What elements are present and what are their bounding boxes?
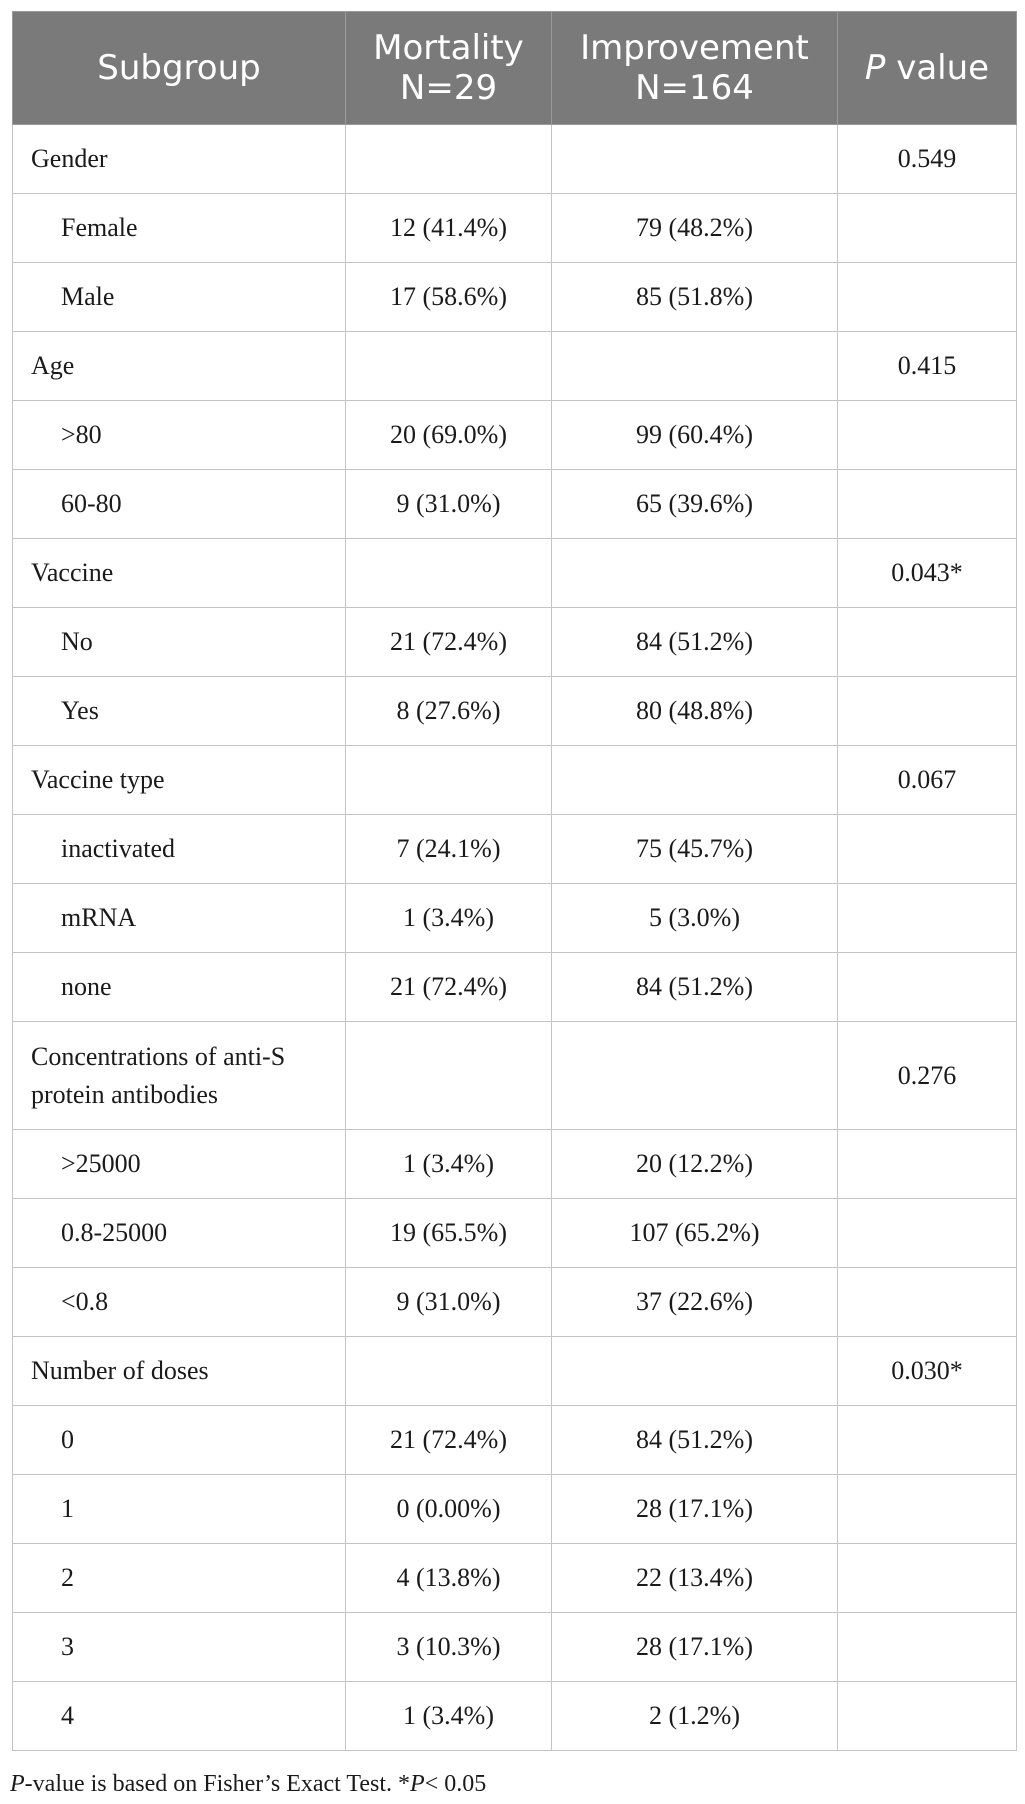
improvement-cell bbox=[552, 332, 838, 401]
subgroup-label: Yes bbox=[13, 677, 346, 746]
mortality-cell: 9 (31.0%) bbox=[346, 1268, 552, 1337]
improvement-cell: 2 (1.2%) bbox=[552, 1682, 838, 1751]
subgroup-label: mRNA bbox=[13, 884, 346, 953]
table-row bbox=[13, 1268, 1017, 1337]
table-row bbox=[13, 1130, 1017, 1199]
subgroup-label: 0 bbox=[13, 1406, 346, 1475]
p-value-cell: 0.415 bbox=[838, 332, 1017, 401]
table-row bbox=[13, 815, 1017, 884]
improvement-cell bbox=[552, 1337, 838, 1406]
improvement-cell: 84 (51.2%) bbox=[552, 953, 838, 1022]
improvement-cell: 5 (3.0%) bbox=[552, 884, 838, 953]
subgroup-label: 0.8-25000 bbox=[13, 1199, 346, 1268]
p-value-cell: 0.276 bbox=[838, 1022, 1017, 1130]
header-mortality-label: Mortality bbox=[373, 28, 524, 68]
group-label: Gender bbox=[13, 125, 346, 194]
improvement-cell: 84 (51.2%) bbox=[552, 1406, 838, 1475]
subgroup-label: >25000 bbox=[13, 1130, 346, 1199]
subgroup-label: none bbox=[13, 953, 346, 1022]
improvement-cell: 20 (12.2%) bbox=[552, 1130, 838, 1199]
table-row bbox=[13, 746, 1017, 815]
mortality-cell: 19 (65.5%) bbox=[346, 1199, 552, 1268]
p-value-cell: 0.549 bbox=[838, 125, 1017, 194]
group-label: Number of doses bbox=[13, 1337, 346, 1406]
improvement-cell: 79 (48.2%) bbox=[552, 194, 838, 263]
table-row bbox=[13, 539, 1017, 608]
subgroup-label: Female bbox=[13, 194, 346, 263]
footnote-text-1: -value is based on Fisher’s Exact Test. * bbox=[24, 1771, 411, 1797]
footnote-p-italic-2: P bbox=[410, 1771, 425, 1797]
header-mortality bbox=[346, 12, 552, 125]
subgroup-label: No bbox=[13, 608, 346, 677]
improvement-cell: 107 (65.2%) bbox=[552, 1199, 838, 1268]
p-value-cell bbox=[838, 608, 1017, 677]
table-row bbox=[13, 125, 1017, 194]
header-subgroup: Subgroup bbox=[13, 12, 346, 125]
improvement-cell: 28 (17.1%) bbox=[552, 1613, 838, 1682]
mortality-cell: 1 (3.4%) bbox=[346, 1682, 552, 1751]
header-improvement bbox=[552, 12, 838, 125]
subgroup-label: 1 bbox=[13, 1475, 346, 1544]
mortality-cell: 7 (24.1%) bbox=[346, 815, 552, 884]
header-improvement-label: Improvement bbox=[580, 28, 809, 68]
table-row bbox=[13, 332, 1017, 401]
mortality-cell: 4 (13.8%) bbox=[346, 1544, 552, 1613]
subgroup-label: <0.8 bbox=[13, 1268, 346, 1337]
mortality-cell: 21 (72.4%) bbox=[346, 608, 552, 677]
footnote-text-2: < 0.05 bbox=[424, 1771, 487, 1797]
header-p-value bbox=[838, 12, 1017, 125]
header-mortality-n: N=29 bbox=[399, 68, 498, 108]
group-label: Vaccine bbox=[13, 539, 346, 608]
subgroup-label: 2 bbox=[13, 1544, 346, 1613]
p-value-cell bbox=[838, 1130, 1017, 1199]
table-row bbox=[13, 953, 1017, 1022]
table-row bbox=[13, 1544, 1017, 1613]
p-value-cell bbox=[838, 1406, 1017, 1475]
table-row bbox=[13, 884, 1017, 953]
group-label: Vaccine type bbox=[13, 746, 346, 815]
table-row bbox=[13, 1682, 1017, 1751]
p-value-cell: 0.067 bbox=[838, 746, 1017, 815]
table-footnote bbox=[10, 1771, 486, 1798]
table-row bbox=[13, 677, 1017, 746]
mortality-cell: 9 (31.0%) bbox=[346, 470, 552, 539]
improvement-cell: 65 (39.6%) bbox=[552, 470, 838, 539]
p-value-cell bbox=[838, 953, 1017, 1022]
table-row bbox=[13, 263, 1017, 332]
p-value-cell: 0.043* bbox=[838, 539, 1017, 608]
table-row bbox=[13, 1406, 1017, 1475]
mortality-cell: 8 (27.6%) bbox=[346, 677, 552, 746]
subgroup-label: 4 bbox=[13, 1682, 346, 1751]
p-value-cell bbox=[838, 1682, 1017, 1751]
p-value-cell: 0.030* bbox=[838, 1337, 1017, 1406]
table-row bbox=[13, 470, 1017, 539]
p-value-cell bbox=[838, 884, 1017, 953]
p-value-cell bbox=[838, 677, 1017, 746]
header-row bbox=[13, 12, 1017, 125]
mortality-cell bbox=[346, 539, 552, 608]
mortality-cell: 3 (10.3%) bbox=[346, 1613, 552, 1682]
improvement-cell: 22 (13.4%) bbox=[552, 1544, 838, 1613]
improvement-cell bbox=[552, 125, 838, 194]
group-label: Age bbox=[13, 332, 346, 401]
table-row bbox=[13, 1613, 1017, 1682]
footnote-p-italic-1: P bbox=[10, 1771, 25, 1797]
mortality-cell: 12 (41.4%) bbox=[346, 194, 552, 263]
mortality-cell: 20 (69.0%) bbox=[346, 401, 552, 470]
mortality-cell bbox=[346, 125, 552, 194]
mortality-cell: 21 (72.4%) bbox=[346, 953, 552, 1022]
group-label: Concentrations of anti-S protein antibodies bbox=[13, 1022, 346, 1130]
p-value-cell bbox=[838, 263, 1017, 332]
improvement-cell bbox=[552, 1022, 838, 1130]
p-value-cell bbox=[838, 1544, 1017, 1613]
table-row bbox=[13, 401, 1017, 470]
improvement-cell bbox=[552, 539, 838, 608]
p-value-cell bbox=[838, 194, 1017, 263]
improvement-cell: 80 (48.8%) bbox=[552, 677, 838, 746]
mortality-cell bbox=[346, 1022, 552, 1130]
improvement-cell bbox=[552, 746, 838, 815]
subgroup-label: 3 bbox=[13, 1613, 346, 1682]
table-row bbox=[13, 1022, 1017, 1130]
subgroup-label: >80 bbox=[13, 401, 346, 470]
improvement-cell: 28 (17.1%) bbox=[552, 1475, 838, 1544]
subgroup-label: inactivated bbox=[13, 815, 346, 884]
subgroup-label: Male bbox=[13, 263, 346, 332]
mortality-cell bbox=[346, 332, 552, 401]
p-value-cell bbox=[838, 470, 1017, 539]
subgroup-label: 60-80 bbox=[13, 470, 346, 539]
p-value-cell bbox=[838, 815, 1017, 884]
improvement-cell: 84 (51.2%) bbox=[552, 608, 838, 677]
mortality-cell: 21 (72.4%) bbox=[346, 1406, 552, 1475]
improvement-cell: 37 (22.6%) bbox=[552, 1268, 838, 1337]
p-value-cell bbox=[838, 1268, 1017, 1337]
table-row bbox=[13, 1475, 1017, 1544]
p-value-cell bbox=[838, 1613, 1017, 1682]
mortality-cell bbox=[346, 746, 552, 815]
mortality-cell: 0 (0.00%) bbox=[346, 1475, 552, 1544]
table-row bbox=[13, 1199, 1017, 1268]
improvement-cell: 99 (60.4%) bbox=[552, 401, 838, 470]
mortality-cell bbox=[346, 1337, 552, 1406]
mortality-cell: 1 (3.4%) bbox=[346, 1130, 552, 1199]
improvement-cell: 75 (45.7%) bbox=[552, 815, 838, 884]
mortality-cell: 1 (3.4%) bbox=[346, 884, 552, 953]
table-row bbox=[13, 194, 1017, 263]
results-table bbox=[12, 11, 1017, 1751]
improvement-cell: 85 (51.8%) bbox=[552, 263, 838, 332]
table-row bbox=[13, 1337, 1017, 1406]
p-value-cell bbox=[838, 401, 1017, 470]
p-value-cell bbox=[838, 1475, 1017, 1544]
table-row bbox=[13, 608, 1017, 677]
p-value-cell bbox=[838, 1199, 1017, 1268]
header-improvement-n: N=164 bbox=[635, 68, 754, 108]
header-p-italic: P bbox=[864, 48, 886, 88]
header-p-rest: value bbox=[885, 48, 990, 88]
mortality-cell: 17 (58.6%) bbox=[346, 263, 552, 332]
